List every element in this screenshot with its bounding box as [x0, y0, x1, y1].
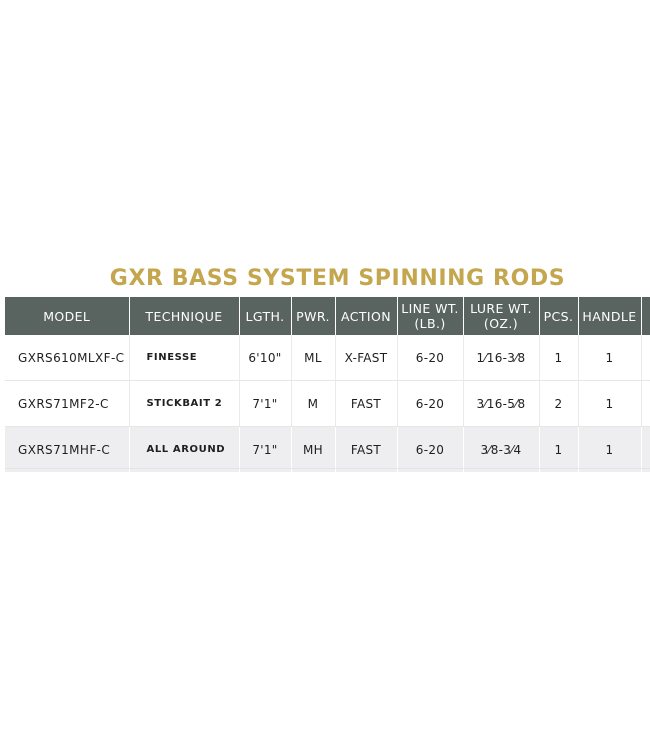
cell-model: GXRS610MLXF-C: [5, 335, 129, 381]
cell-line-wt: 6-20: [397, 381, 463, 427]
cell-action: FAST: [335, 427, 397, 473]
page-title: GXR BASS SYSTEM SPINNING RODS: [109, 266, 566, 291]
header-line-wt: LINE WT. (LB.): [397, 297, 463, 335]
cell-line-wt: 6-20: [397, 335, 463, 381]
cell-length: 7'1": [239, 427, 291, 473]
cell-extra: [641, 427, 650, 473]
table-bottom-divider: [5, 468, 650, 469]
table-row: [5, 335, 650, 381]
cell-lure-wt: 3⁄16-5⁄8: [463, 381, 539, 427]
cell-handle: 1: [578, 381, 641, 427]
header-extra: [641, 297, 650, 335]
cell-power: MH: [291, 427, 335, 473]
cell-handle: 1: [578, 335, 641, 381]
cell-pieces: 1: [539, 427, 578, 473]
cell-lure-wt: 1⁄16-3⁄8: [463, 335, 539, 381]
header-pieces: PCS.: [539, 297, 578, 335]
cell-model: GXRS71MHF-C: [5, 427, 129, 473]
cell-action: X-FAST: [335, 335, 397, 381]
header-lure-wt: LURE WT. (OZ.): [463, 297, 539, 335]
header-technique: TECHNIQUE: [129, 297, 239, 335]
header-length: LGTH.: [239, 297, 291, 335]
header-handle: HANDLE: [578, 297, 641, 335]
cell-line-wt: 6-20: [397, 427, 463, 473]
cell-technique: STICKBAIT 2: [129, 381, 239, 427]
header-model: MODEL: [5, 297, 129, 335]
cell-extra: [641, 381, 650, 427]
cell-length: 7'1": [239, 381, 291, 427]
cell-technique: ALL AROUND: [129, 427, 239, 473]
cell-technique: FINESSE: [129, 335, 239, 381]
cell-model: GXRS71MF2-C: [5, 381, 129, 427]
table-row: [5, 381, 650, 427]
table-row: [5, 427, 650, 473]
spec-table: [5, 297, 650, 472]
header-action: ACTION: [335, 297, 397, 335]
cell-lure-wt: 3⁄8-3⁄4: [463, 427, 539, 473]
cell-power: M: [291, 381, 335, 427]
cell-power: ML: [291, 335, 335, 381]
cell-pieces: 2: [539, 381, 578, 427]
cell-length: 6'10": [239, 335, 291, 381]
cell-action: FAST: [335, 381, 397, 427]
table-header-row: [5, 297, 650, 335]
header-power: PWR.: [291, 297, 335, 335]
cell-handle: 1: [578, 427, 641, 473]
cell-pieces: 1: [539, 335, 578, 381]
cell-extra: [641, 335, 650, 381]
